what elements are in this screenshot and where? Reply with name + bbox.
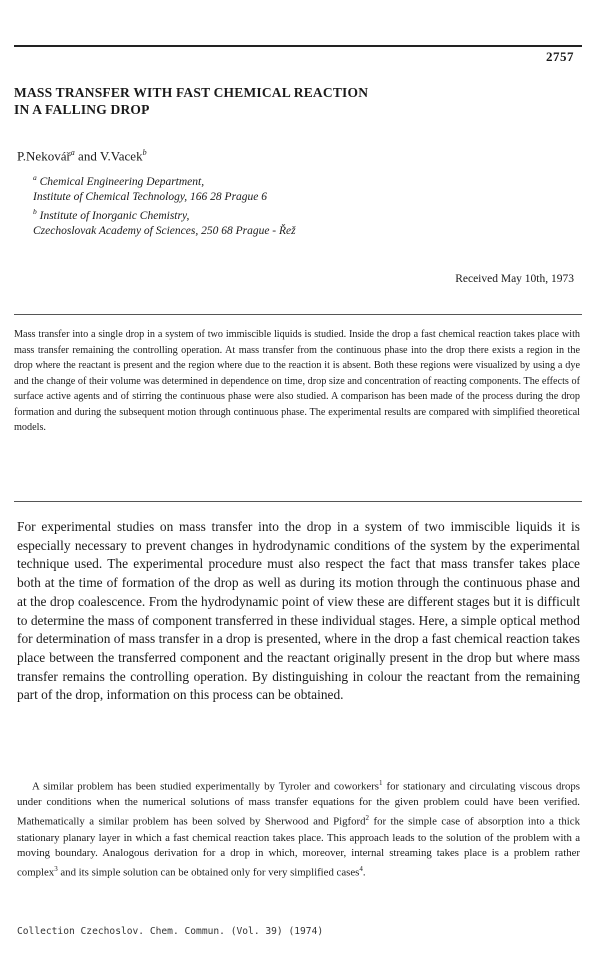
citation: 4 <box>359 865 363 874</box>
affiliation-line: Chemical Engineering Department, <box>36 175 205 188</box>
affiliation-marker: b <box>33 207 37 216</box>
citation: 3 <box>54 865 58 874</box>
author-conjunction: and <box>74 148 100 164</box>
citation: 2 <box>365 814 370 823</box>
body-text: . <box>362 866 366 879</box>
journal-footer: Collection Czechoslov. Chem. Commun. (Vol. 39) (1974) <box>17 926 324 937</box>
abstract: Mass transfer into a single drop in a system of two immiscible liquids is studied. Inside the drop a fast chemical reaction takes place with mass transfer remaining the controlling operation. At mass transfer from the continuous phase into the drop there exists a region in the drop where the reactant is present and the region where due to the reaction it is absent. Both these regions were visualized by using a dye and the change of their volume was determined in dependence on time, drop size and concentration of reacting components. The effects of surface active agents and of stirring the continuous phase were also studied. A comparison has been made of the process during the drop formation and during the subsequent motion through continuous phase. The experimental results are compared with simplified theoretical models. <box>14 329 580 433</box>
affiliation-a <box>33 170 267 205</box>
affiliation-marker: a <box>33 173 37 182</box>
body-paragraph <box>17 776 580 882</box>
author-name: P.Nekovář <box>17 148 71 164</box>
affiliation-line: Institute of Inorganic Chemistry, <box>36 209 190 222</box>
body-text: for the simple case of absorption into a thick stationary planary layer in which a fast chemical reaction takes place. This approach leads to the solution of the problem with a moving boundary. Analogous derivation for a drop in which, moreover, internal streaming takes place is a problem rather complex <box>17 815 580 879</box>
citation: 1 <box>379 779 383 787</box>
abstract-bottom-rule <box>14 501 582 502</box>
received-date: Received May 10th, 1973 <box>455 273 574 285</box>
affiliation-b <box>33 204 296 239</box>
header-rule <box>14 45 582 47</box>
author-name: V.Vacek <box>99 148 143 164</box>
body-text: for stationary and circulating viscous drops under conditions when the numerical solutions of mass transfer equations for the given problem could have been verified. Mathematically a similar problem has been solved by Sherwood and Pigford <box>17 780 580 828</box>
article-title <box>14 84 484 118</box>
page-number: 2757 <box>546 49 574 64</box>
author-marker: b <box>142 148 147 157</box>
author-marker: a <box>70 148 75 157</box>
body-paragraph: For experimental studies on mass transfer into the drop in a system of two immiscible liquids it is especially necessary to prevent changes in hydrodynamic conditions of the system by the experimental technique used. The experimental procedure must also respect the fact that mass transfer takes place both at the time of formation of the drop as well as during its motion through the continuous phase and at the drop coalescence. From the hydrodynamic point of view these are different stages but it is difficult to determine the mass of component transferred in these individual stages. Here, a simple optical method for determination of mass transfer in a drop is presented, where in the drop a fast chemical reaction takes place between the transferred component and the reactant originally present in the drop but where mass transfer remains the controlling operation. By distinguishing in colour the reactant from the remaining part of the drop, information on this process can be obtained. <box>17 519 580 703</box>
authors <box>17 148 147 164</box>
body-text: A similar problem has been studied experimentally by Tyroler and coworkers <box>32 780 379 793</box>
affiliation-line: Institute of Chemical Technology, 166 28 Prague 6 <box>33 190 268 203</box>
body-text: and its simple solution can be obtained only for very simplified cases <box>57 866 360 879</box>
affiliation-line: Czechoslovak Academy of Sciences, 250 68 Prague - Řež <box>33 224 296 237</box>
abstract-top-rule <box>14 314 582 315</box>
title-line: IN A FALLING DROP <box>14 102 150 117</box>
title-line: MASS TRANSFER WITH FAST CHEMICAL REACTION <box>14 85 369 100</box>
